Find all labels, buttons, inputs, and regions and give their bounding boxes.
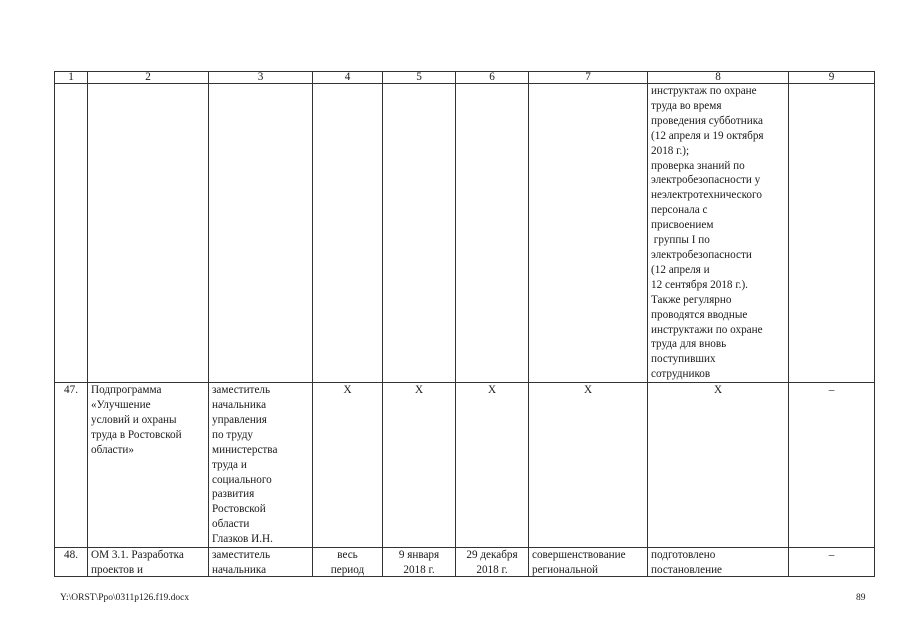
row47-col8: Х	[648, 383, 789, 548]
row48-actual	[648, 548, 789, 577]
row47-program	[88, 383, 209, 548]
row48-start-line: 2018 г.	[403, 564, 435, 576]
header-cell-1: 1	[55, 72, 88, 84]
cont-line: труда для вновь	[651, 338, 727, 351]
cont-cell-4	[313, 84, 383, 383]
row47-responsible-line: Глазков И.Н.	[212, 533, 273, 546]
row48-number-text: 48.	[64, 549, 78, 562]
cont-line: поступивших	[651, 353, 716, 366]
row48-number	[55, 548, 88, 577]
row48-result	[529, 548, 648, 577]
cont-line: электробезопасности у	[651, 174, 761, 187]
cont-cell-1	[55, 84, 88, 383]
row48-period-line: период	[330, 564, 365, 576]
row48-result-line: региональной	[532, 564, 599, 576]
table-row-48	[55, 548, 875, 577]
row48-col9: –	[789, 548, 875, 577]
row48-responsible-line: заместитель	[212, 549, 271, 562]
row47-responsible-line: по труду	[212, 428, 254, 441]
row47-responsible-line: развития	[212, 488, 255, 501]
cont-line: Также регулярно	[651, 293, 732, 306]
header-cell-8: 8	[648, 72, 789, 84]
row48-end-date	[456, 548, 529, 577]
cont-line: проводятся вводные	[651, 308, 748, 321]
cont-line: инструктаж по охране	[651, 85, 757, 97]
footer-file-path: Y:\ORST\Ppo\0311p126.f19.docx	[60, 593, 190, 603]
row48-start-date	[383, 548, 456, 577]
document-table	[54, 71, 875, 577]
cont-cell-5	[383, 84, 456, 383]
cont-line: электробезопасности	[651, 248, 752, 261]
row47-program-line: «Улучшение	[91, 399, 151, 412]
row47-col9: –	[789, 383, 875, 548]
row48-actual-line: подготовлено	[651, 549, 716, 562]
row48-program-line: проектов и	[91, 564, 143, 576]
row47-responsible-line: начальника	[212, 399, 267, 412]
cont-line: инструктажи по охране	[651, 323, 763, 336]
cont-line: группы I по	[651, 234, 710, 247]
header-cell-9: 9	[789, 72, 875, 84]
row47-responsible-line: социального	[212, 473, 272, 486]
cont-line: присвоением	[651, 219, 714, 232]
row47-responsible-line: области	[212, 518, 250, 531]
row47-responsible-line: труда и	[212, 458, 247, 471]
cont-cell-3	[209, 84, 313, 383]
row47-responsible	[209, 383, 313, 548]
cont-line: сотрудников	[651, 368, 711, 381]
cont-line: проверка знаний по	[651, 159, 745, 172]
cont-line: персонала с	[651, 204, 708, 217]
row47-program-line: области»	[91, 443, 134, 456]
cont-line: труда во время	[651, 99, 722, 112]
row48-responsible-line: начальника	[212, 564, 267, 576]
row47-col4: Х	[313, 383, 383, 548]
row48-end-line: 29 декабря	[466, 549, 518, 562]
cont-cell-8	[648, 84, 789, 383]
row47-responsible-line: управления	[212, 413, 267, 426]
cont-cell-6	[456, 84, 529, 383]
cont-cell-9	[789, 84, 875, 383]
row48-result-line: совершенствование	[532, 549, 626, 562]
row47-col6: Х	[456, 383, 529, 548]
row47-col5: Х	[383, 383, 456, 548]
header-cell-3: 3	[209, 72, 313, 84]
row47-responsible-line: заместитель	[212, 384, 271, 397]
row48-responsible	[209, 548, 313, 577]
cont-line: неэлектротехнического	[651, 189, 762, 202]
row48-program	[88, 548, 209, 577]
header-cell-5: 5	[383, 72, 456, 84]
row47-number: 47.	[55, 383, 88, 548]
row48-start-line: 9 января	[398, 549, 440, 562]
cont-line: 2018 г.);	[651, 144, 690, 157]
cont-line: проведения субботника	[651, 114, 763, 127]
row47-responsible-line: Ростовской	[212, 503, 266, 516]
header-row	[55, 72, 875, 84]
header-cell-4: 4	[313, 72, 383, 84]
footer-page-number: 89	[856, 593, 866, 603]
row48-actual-line: постановление	[651, 564, 723, 576]
row48-period-line: весь	[337, 549, 358, 562]
row47-responsible-line: министерства	[212, 443, 278, 456]
cont-line: 12 сентября 2018 г.).	[651, 278, 748, 291]
row48-period	[313, 548, 383, 577]
table-row-47	[55, 383, 875, 548]
cont-line: (12 апреля и 19 октября	[651, 129, 764, 142]
header-cell-7: 7	[529, 72, 648, 84]
header-cell-6: 6	[456, 72, 529, 84]
row47-program-line: условий и охраны	[91, 413, 177, 426]
table-row-continuation	[55, 84, 875, 383]
row47-program-line: Подпрограмма	[91, 384, 162, 397]
row47-col7: Х	[529, 383, 648, 548]
header-cell-2: 2	[88, 72, 209, 84]
row48-program-line: ОМ 3.1. Разработка	[91, 549, 184, 562]
cont-line: (12 апреля и	[651, 263, 710, 276]
cont-cell-2	[88, 84, 209, 383]
row47-program-line: труда в Ростовской	[91, 428, 182, 441]
cont-cell-7	[529, 84, 648, 383]
row48-end-line: 2018 г.	[476, 564, 508, 576]
